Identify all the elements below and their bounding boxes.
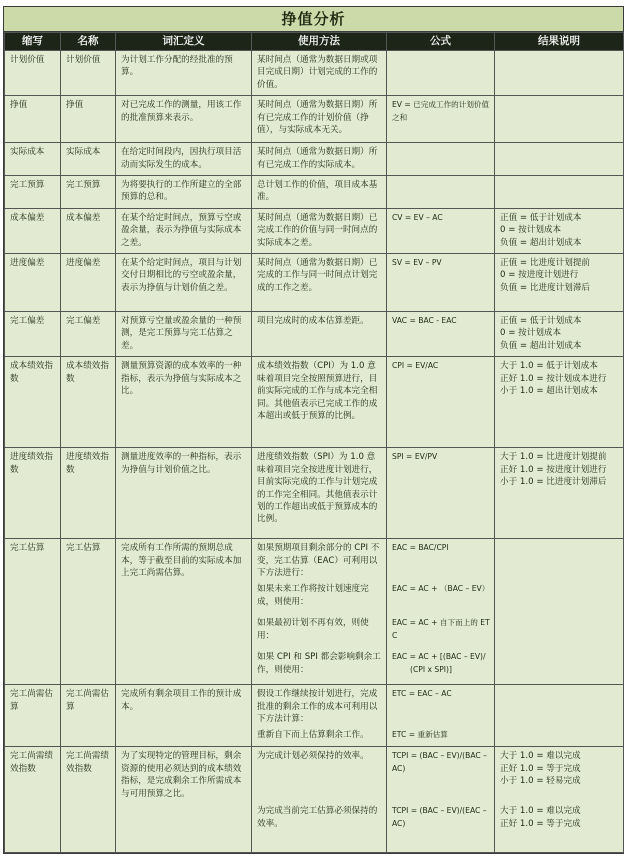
usage-line: 如果最初计划不再有效，则使用： [257, 618, 369, 641]
cell-formula [387, 176, 495, 209]
cell-definition: 测量进度效率的一种指标，表示为挣值与计划价值之比。 [116, 448, 252, 539]
table-row [5, 357, 624, 448]
cell-abbr: 进度绩效指数 [5, 448, 61, 539]
col-header-abbr: 缩写 [5, 33, 61, 51]
cell-result [495, 208, 624, 253]
cell-result [495, 747, 624, 853]
table-row [5, 143, 624, 176]
table-row [5, 254, 624, 312]
result-line: 正值 = 低于计划成本 [500, 316, 582, 327]
cell-definition: 测量预算资源的成本效率的一种指标，表示为挣值与实际成本之比。 [116, 357, 252, 448]
cell-formula [387, 539, 495, 685]
result-line: 小于 1.0 = 轻易完成 [500, 776, 581, 787]
formula-line: EAC = AC + （BAC – EV） [392, 584, 490, 594]
result-line: 正好 1.0 = 等于完成 [500, 818, 581, 829]
formula-line: TCPI = (BAC – EV)/(EAC – AC) [392, 806, 487, 828]
cell-formula: VAC = BAC - EAC [387, 312, 495, 357]
result-line: 正好 1.0 = 按计划成本进行 [500, 373, 607, 384]
result-line: 正好 1.0 = 按进度计划进行 [500, 464, 607, 475]
evm-table [4, 32, 624, 853]
formula-line: EAC = AC + 自下而上的 ETC [392, 618, 490, 640]
cell-usage: 某时间点（通常为数据日期）所有已完成工作的计划价值（挣值），与实际成本无关。 [252, 96, 387, 143]
cell-definition: 在某个给定时间点，项目与计划交付日期相比的亏空或盈余量，表示为挣值与计划价值之差。 [116, 254, 252, 312]
cell-result [495, 96, 624, 143]
col-header-usage: 使用方法 [252, 33, 387, 51]
cell-abbr: 完工尚需估算 [5, 685, 61, 747]
result-group [495, 802, 623, 843]
cell-definition: 对预算亏空量或盈余量的一种预测，是完工预算与完工估算之差。 [116, 312, 252, 357]
cell-definition: 在某个给定时间点，预算亏空或盈余量，表示为挣值与实际成本之差。 [116, 208, 252, 253]
result-line: 小于 1.0 = 比进度计划滞后 [500, 477, 607, 488]
cell-formula: EV = 已完成工作的计划价值之和 [387, 96, 495, 143]
cell-usage: 某时间点（通常为数据日期）所有已完成工作的实际成本。 [252, 143, 387, 176]
usage-line: 为完成当前完工估算必须保持的效率。 [257, 806, 378, 829]
table-row [5, 312, 624, 357]
table-row-tcpi [5, 747, 624, 853]
cell-definition: 对已完成工作的测量，用该工作的批准预算来表示。 [116, 96, 252, 143]
formula-part: (CPI x SPI)] [410, 664, 452, 674]
cell-formula [387, 51, 495, 96]
usage-line: 如果未来工作将按计划速度完成，则使用： [257, 584, 369, 607]
cell-definition: 完成所有工作所需的预期总成本，等于截至目前的实际成本加上完工尚需估算。 [116, 539, 252, 685]
cell-usage: 某时间点（通常为数据日期）已完成工作的价值与同一时间点的实际成本之差。 [252, 208, 387, 253]
cell-result [495, 448, 624, 539]
cell-name: 完工尚需绩效指数 [61, 747, 116, 853]
cell-definition: 为计划工作分配的经批准的预算。 [116, 51, 252, 96]
cell-name: 完工估算 [61, 539, 116, 685]
cell-abbr: 成本偏差 [5, 208, 61, 253]
cell-result [495, 254, 624, 312]
cell-name: 计划价值 [61, 51, 116, 96]
result-line: 小于 1.0 = 超出计划成本 [500, 386, 598, 397]
cell-formula: CPI = EV/AC [387, 357, 495, 448]
cell-result [495, 685, 624, 747]
formula-line: EAC = BAC/CPI [392, 543, 449, 553]
cell-result [495, 312, 624, 357]
cell-formula [387, 685, 495, 747]
formula-line: TCPI = (BAC – EV)/(BAC – AC) [392, 751, 487, 773]
cell-usage: 项目完成时的成本估算差距。 [252, 312, 387, 357]
cell-abbr: 完工尚需绩效指数 [5, 747, 61, 853]
col-header-formula: 公式 [387, 33, 495, 51]
cell-abbr: 完工预算 [5, 176, 61, 209]
formula-line: ETC = 重新估算 [392, 730, 448, 740]
cell-definition: 在给定时间段内，因执行项目活动而实际发生的成本。 [116, 143, 252, 176]
cell-usage [252, 539, 387, 685]
evm-table-container [3, 6, 624, 854]
header-row [5, 33, 624, 51]
result-line: 负值 = 超出计划成本 [500, 340, 582, 351]
table-row [5, 448, 624, 539]
cell-definition: 为将要执行的工作所建立的全部预算的总和。 [116, 176, 252, 209]
cell-result [495, 176, 624, 209]
table-row-eac [5, 539, 624, 685]
cell-abbr: 进度偏差 [5, 254, 61, 312]
cell-formula: SPI = EV/PV [387, 448, 495, 539]
cell-abbr: 完工估算 [5, 539, 61, 685]
usage-line: 重新自下而上估算剩余工作。 [257, 730, 369, 741]
col-header-name: 名称 [61, 33, 116, 51]
result-line: 正好 1.0 = 等于完成 [500, 763, 581, 774]
result-line: 大于 1.0 = 难以完成 [500, 806, 581, 817]
cell-definition: 完成所有剩余项目工作的预计成本。 [116, 685, 252, 747]
cell-usage: 某时间点（通常为数据日期）已完成的工作与同一时间点计划完成的工作之差。 [252, 254, 387, 312]
cell-formula: CV = EV – AC [387, 208, 495, 253]
cell-usage [252, 685, 387, 747]
result-line: 大于 1.0 = 比进度计划提前 [500, 452, 607, 463]
cell-usage: 总计划工作的价值，项目成本基准。 [252, 176, 387, 209]
cell-result [495, 51, 624, 96]
formula-line [387, 648, 494, 683]
cell-name: 完工尚需估算 [61, 685, 116, 747]
result-line: 大于 1.0 = 低于计划成本 [500, 361, 598, 372]
result-line: 正值 = 比进度计划提前 [500, 258, 591, 269]
cell-usage: 进度绩效指数（SPI）为 1.0 意味着项目完全按进度计划进行，目前实际完成的工作与计划完成的工作完全相同。其他值表示计划的工作超出或低于预算成本的比例。 [252, 448, 387, 539]
cell-name: 进度偏差 [61, 254, 116, 312]
usage-line: 假设工作继续按计划进行，完成批准的剩余工作的成本可利用以下方法计算： [257, 689, 378, 725]
table-row [5, 51, 624, 96]
cell-name: 实际成本 [61, 143, 116, 176]
usage-line: 如果 CPI 和 SPI 都会影响剩余工作，则使用： [257, 652, 381, 675]
table-row [5, 208, 624, 253]
result-line: 负值 = 比进度计划滞后 [500, 282, 591, 293]
result-group [495, 747, 623, 802]
table-row-etc [5, 685, 624, 747]
cell-usage: 成本绩效指数（CPI）为 1.0 意味着项目完全按照预算进行，目前实际完成的工作与成本完全相同。其他值表示已完成工作的成本超出或低于预算的比例。 [252, 357, 387, 448]
result-line: 0 = 按计划成本 [500, 225, 562, 236]
cell-abbr: 挣值 [5, 96, 61, 143]
cell-usage: 某时间点（通常为数据日期或项目完成日期）计划完成的工作的价值。 [252, 51, 387, 96]
cell-name: 进度绩效指数 [61, 448, 116, 539]
usage-line: 如果预期项目剩余部分的 CPI 不变，完工估算（EAC）可利用以下方法进行： [257, 543, 380, 579]
table-row [5, 96, 624, 143]
cell-usage [252, 747, 387, 853]
cell-abbr: 实际成本 [5, 143, 61, 176]
cell-result [495, 539, 624, 685]
result-line: 正值 = 低于计划成本 [500, 212, 582, 223]
cell-formula [387, 143, 495, 176]
table-row [5, 176, 624, 209]
result-line: 大于 1.0 = 难以完成 [500, 751, 581, 762]
cell-name: 完工偏差 [61, 312, 116, 357]
usage-line: 为完成计划必须保持的效率。 [257, 751, 369, 762]
cell-name: 挣值 [61, 96, 116, 143]
cell-name: 成本偏差 [61, 208, 116, 253]
cell-formula [387, 747, 495, 853]
cell-formula: SV = EV – PV [387, 254, 495, 312]
cell-abbr: 计划价值 [5, 51, 61, 96]
result-line: 0 = 按计划成本 [500, 328, 562, 339]
formula-line: ETC = EAC – AC [392, 689, 452, 699]
cell-abbr: 成本绩效指数 [5, 357, 61, 448]
col-header-definition: 词汇定义 [116, 33, 252, 51]
result-line: 负值 = 超出计划成本 [500, 237, 582, 248]
cell-result [495, 143, 624, 176]
page-title: 挣值分析 [4, 7, 623, 32]
cell-name: 成本绩效指数 [61, 357, 116, 448]
cell-abbr: 完工偏差 [5, 312, 61, 357]
cell-result [495, 357, 624, 448]
col-header-result: 结果说明 [495, 33, 624, 51]
cell-definition: 为了实现特定的管理目标，剩余资源的使用必须达到的成本绩效指标，是完成剩余工作所需成本与可用预算之比。 [116, 747, 252, 853]
result-line: 0 = 按进度计划进行 [500, 270, 579, 281]
cell-name: 完工预算 [61, 176, 116, 209]
formula-part: EAC = AC + [(BAC – EV)/ [392, 652, 486, 662]
